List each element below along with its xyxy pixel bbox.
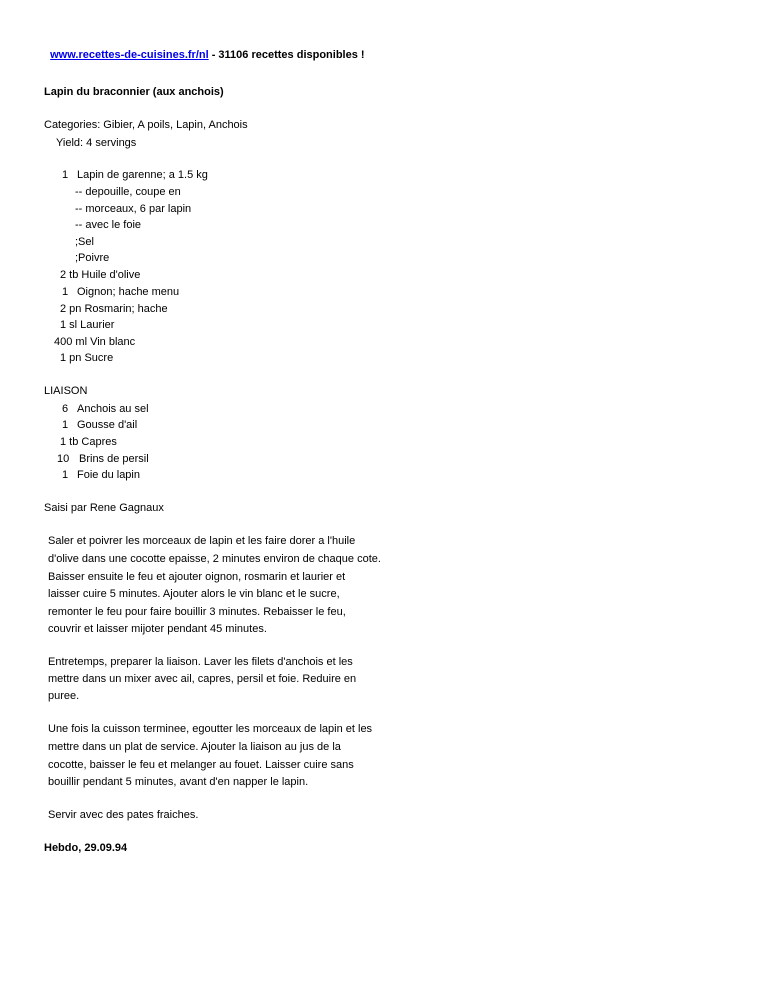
- ingredient-item: 1 sl Laurier: [60, 319, 115, 331]
- recipe-yield: Yield: 4 servings: [56, 137, 137, 149]
- ingredient-item: -- depouille, coupe en: [75, 186, 181, 198]
- liaison-item: Anchois au sel: [77, 403, 149, 415]
- instruction-line: puree.: [48, 690, 80, 702]
- recipe-categories: Categories: Gibier, A poils, Lapin, Anchois: [44, 119, 248, 131]
- ingredient-item: -- avec le foie: [75, 219, 142, 231]
- recipe-source: Hebdo, 29.09.94: [44, 842, 128, 854]
- site-link[interactable]: www.recettes-de-cuisines.fr/nl: [50, 49, 209, 61]
- instruction-line: Une fois la cuisson terminee, egoutter les morceaux de lapin et les: [48, 723, 373, 735]
- instruction-line: cocotte, baisser le feu et melanger au fouet. Laisser cuire sans: [48, 759, 354, 771]
- ingredient-item: 1 pn Sucre: [60, 352, 114, 364]
- instruction-line: laisser cuire 5 minutes. Ajouter alors le vin blanc et le sucre,: [48, 588, 340, 600]
- site-tagline: - 31106 recettes disponibles !: [208, 49, 365, 61]
- ingredient-item: -- morceaux, 6 par lapin: [75, 203, 192, 215]
- ingredient-item: 2 pn Rosmarin; hache: [60, 303, 168, 315]
- ingredient-item: ;Poivre: [75, 252, 110, 264]
- ingredient-item: Lapin de garenne; a 1.5 kg: [77, 169, 208, 181]
- instruction-line: d'olive dans une cocotte epaisse, 2 minutes environ de chaque cote.: [48, 553, 381, 565]
- instruction-line: bouillir pendant 5 minutes, avant d'en napper le lapin.: [48, 776, 309, 788]
- instruction-line: mettre dans un mixer avec ail, capres, persil et foie. Reduire en: [48, 673, 357, 685]
- instruction-line: Saler et poivrer les morceaux de lapin et les faire dorer a l'huile: [48, 535, 356, 547]
- liaison-item: Foie du lapin: [77, 469, 140, 481]
- ingredient-qty: 1: [62, 169, 69, 181]
- liaison-item: Gousse d'ail: [77, 419, 138, 431]
- ingredient-item: ;Sel: [75, 236, 94, 248]
- liaison-item: Brins de persil: [79, 453, 149, 465]
- ingredient-item: Oignon; hache menu: [77, 286, 180, 298]
- instruction-line: mettre dans un plat de service. Ajouter la liaison au jus de la: [48, 741, 341, 753]
- instruction-line: Baisser ensuite le feu et ajouter oignon, rosmarin et laurier et: [48, 571, 346, 583]
- recipe-author: Saisi par Rene Gagnaux: [44, 502, 164, 514]
- ingredient-qty: 1: [62, 286, 69, 298]
- liaison-qty: 1: [62, 469, 69, 481]
- ingredient-item: 2 tb Huile d'olive: [60, 269, 141, 281]
- liaison-qty: 1: [62, 419, 69, 431]
- instruction-line: Servir avec des pates fraiches.: [48, 809, 199, 821]
- liaison-heading: LIAISON: [44, 385, 88, 397]
- liaison-qty: 10: [57, 453, 70, 465]
- liaison-qty: 6: [62, 403, 69, 415]
- instruction-line: remonter le feu pour faire bouillir 3 minutes. Rebaisser le feu,: [48, 606, 346, 618]
- instruction-line: Entretemps, preparer la liaison. Laver les filets d'anchois et les: [48, 656, 353, 668]
- recipe-title: Lapin du braconnier (aux anchois): [44, 86, 224, 98]
- liaison-item: 1 tb Capres: [60, 436, 117, 448]
- ingredient-item: 400 ml Vin blanc: [54, 336, 136, 348]
- instruction-line: couvrir et laisser mijoter pendant 45 minutes.: [48, 623, 267, 635]
- site-header: [44, 36, 365, 62]
